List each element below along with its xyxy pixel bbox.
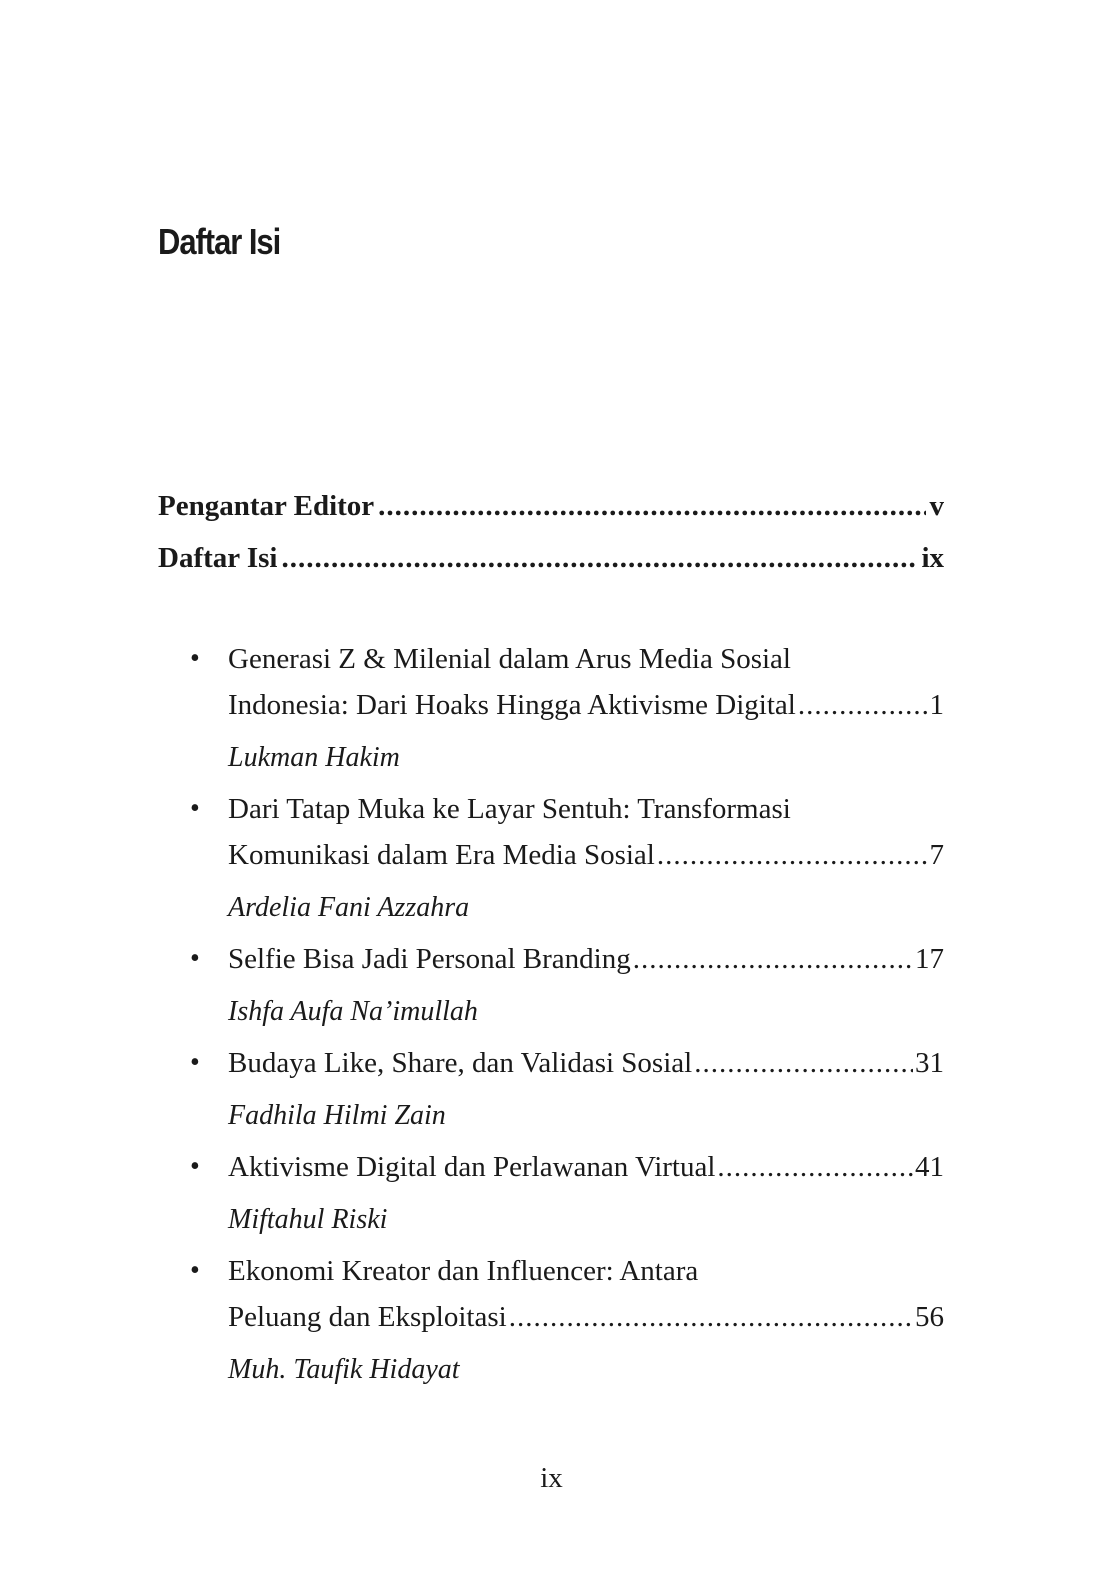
chapter-author: Fadhila Hilmi Zain bbox=[228, 1100, 446, 1131]
dot-leader bbox=[717, 1144, 913, 1190]
chapter-title-text: Peluang dan Eksploitasi bbox=[228, 1301, 507, 1333]
chapter-author: Ardelia Fani Azzahra bbox=[228, 892, 470, 923]
chapter-entry[interactable] bbox=[190, 936, 944, 1040]
chapter-title-text: Komunikasi dalam Era Media Sosial bbox=[228, 839, 655, 871]
dot-leader bbox=[633, 936, 913, 982]
chapter-title-last-line bbox=[228, 682, 944, 728]
page-title: Daftar Isi bbox=[158, 221, 281, 262]
dot-leader bbox=[694, 1040, 913, 1086]
chapter-entry[interactable] bbox=[190, 1144, 944, 1248]
chapter-entry[interactable] bbox=[190, 636, 944, 786]
chapter-entry[interactable] bbox=[190, 1040, 944, 1144]
chapter-author: Ishfa Aufa Na’imullah bbox=[228, 996, 478, 1027]
chapter-page-number: 41 bbox=[915, 1151, 944, 1183]
toc-entry-page: ix bbox=[921, 542, 944, 574]
chapter-author: Miftahul Riski bbox=[228, 1204, 388, 1235]
chapter-author: Lukman Hakim bbox=[228, 742, 400, 773]
toc-entry-daftar-isi[interactable] bbox=[158, 532, 944, 584]
bullet-icon: • bbox=[190, 1151, 200, 1182]
toc-entry-title: Daftar Isi bbox=[158, 542, 278, 574]
dot-leader bbox=[378, 480, 925, 532]
chapter-title-last-line bbox=[228, 936, 944, 982]
chapter-list bbox=[190, 636, 944, 1398]
chapter-entry[interactable] bbox=[190, 786, 944, 936]
chapter-title-last-line bbox=[228, 1040, 944, 1086]
chapter-page-number: 1 bbox=[929, 689, 944, 721]
dot-leader bbox=[281, 532, 917, 584]
bullet-icon: • bbox=[190, 1255, 200, 1286]
chapter-page-number: 56 bbox=[915, 1301, 944, 1333]
chapter-title-text: Aktivisme Digital dan Perlawanan Virtual bbox=[228, 1151, 716, 1183]
toc-entry-title: Pengantar Editor bbox=[158, 490, 375, 522]
bullet-icon: • bbox=[190, 643, 200, 674]
chapter-title-line: Ekonomi Kreator dan Influencer: Antara bbox=[228, 1255, 699, 1287]
chapter-title-last-line bbox=[228, 1144, 944, 1190]
chapter-page-number: 31 bbox=[915, 1047, 944, 1079]
bullet-icon: • bbox=[190, 793, 200, 824]
chapter-title-line: Dari Tatap Muka ke Layar Sentuh: Transformasi bbox=[228, 793, 791, 825]
chapter-title-line: Generasi Z & Milenial dalam Arus Media Sosial bbox=[228, 643, 791, 675]
chapter-author: Muh. Taufik Hidayat bbox=[228, 1354, 460, 1385]
chapter-title-text: Indonesia: Dari Hoaks Hingga Aktivisme Digital bbox=[228, 689, 796, 721]
chapter-title-last-line bbox=[228, 832, 944, 878]
chapter-page-number: 7 bbox=[929, 839, 944, 871]
page-number: ix bbox=[540, 1462, 563, 1494]
chapter-title-text: Selfie Bisa Jadi Personal Branding bbox=[228, 943, 631, 975]
bullet-icon: • bbox=[190, 943, 200, 974]
toc-entry-page: v bbox=[929, 490, 944, 522]
toc-entry-pengantar-editor[interactable] bbox=[158, 480, 944, 532]
dot-leader bbox=[509, 1294, 913, 1340]
chapter-title-text: Budaya Like, Share, dan Validasi Sosial bbox=[228, 1047, 693, 1079]
chapter-title-last-line bbox=[228, 1294, 944, 1340]
chapter-page-number: 17 bbox=[915, 943, 944, 975]
dot-leader bbox=[798, 682, 928, 728]
front-matter-list bbox=[158, 480, 944, 584]
bullet-icon: • bbox=[190, 1047, 200, 1078]
dot-leader bbox=[657, 832, 928, 878]
chapter-entry[interactable] bbox=[190, 1248, 944, 1398]
